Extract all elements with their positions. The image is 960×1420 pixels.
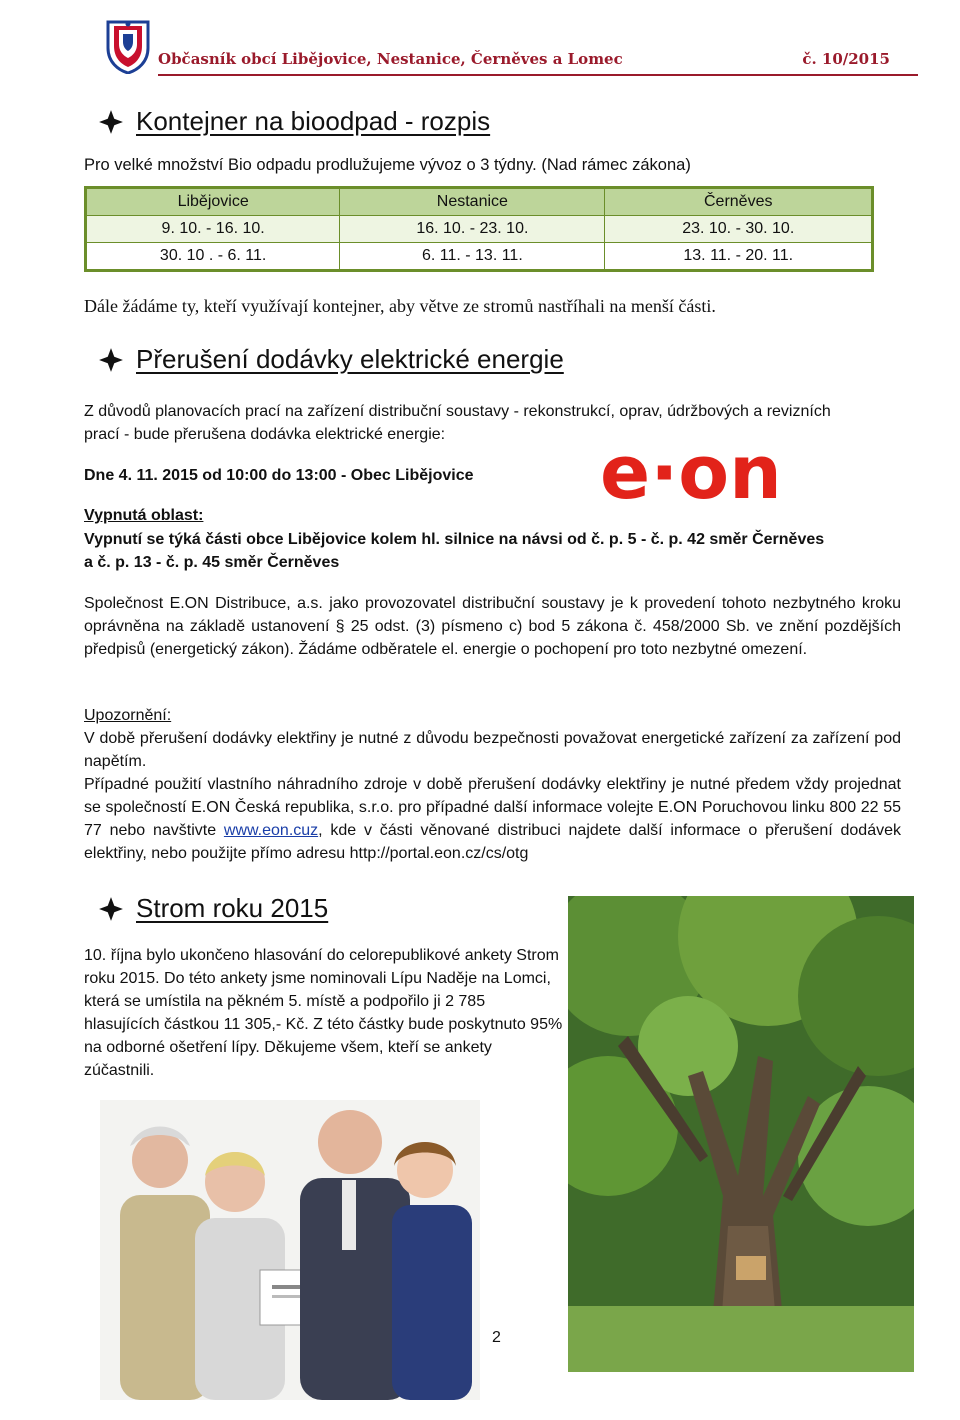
tree-photo: [568, 896, 914, 1372]
outage-area-line: a č. p. 13 - č. p. 45 směr Černěves: [84, 554, 340, 571]
award-group-photo: [100, 1100, 480, 1400]
company-paragraph: Společnost E.ON Distribuce, a.s. jako provozovatel distribuční soustavy je k provedení tohoto nezbytného kroku oprávněna na základě ustanovení § 25 odst. (3) písmeno c) bod 5 zákona č. 458/2000 Sb. ve znění pozdějších předpisů (energetický zákon). Žádáme odběratele el. energie o pochopení pro toto nezbytné omezení.: [84, 595, 901, 658]
warning-text: Případné použití vlastního náhradního zdroje v době přerušení dodávky elektřiny je nutné předem vždy projednat se společností E.ON Česká republika, s.r.o. pro případné další informace volejte E.ON Poruchovou linku 800 22 55 77 nebo navštivte: [84, 776, 901, 839]
warning-paragraph-1: V době přerušení dodávky elektřiny je nutné z důvodu bezpečnosti považovat energetické zařízení za zařízení pod napětím.: [84, 730, 901, 770]
page-header: [0, 0, 960, 80]
people-with-certificate-image: [100, 1100, 480, 1400]
table-cell: 9. 10. - 16. 10.: [86, 216, 340, 243]
bioodpad-intro: Pro velké množství Bio odpadu prodlužujeme vývoz o 3 týdny. (Nad rámec zákona): [84, 156, 691, 174]
outage-area-line: Vypnutí se týká části obce Libějovice kolem hl. silnice na návsi od č. p. 5 - č. p. 42 směr Černěves: [84, 531, 825, 548]
table-cell: 16. 10. - 23. 10.: [340, 216, 605, 243]
table-header-row: [86, 188, 873, 216]
linden-tree-image: [568, 896, 914, 1372]
table-header-cell: Nestanice: [340, 188, 605, 216]
warning-paragraph-2: [84, 773, 901, 865]
eon-logo-text: e·on: [600, 438, 782, 508]
section-title: Kontejner na bioodpad - rozpis: [136, 106, 491, 136]
header-divider: [158, 74, 918, 76]
section-title: Přerušení dodávky elektrické energie: [136, 344, 564, 374]
eon-logo-graphic: [598, 438, 824, 508]
table-cell: 6. 11. - 13. 11.: [340, 243, 605, 271]
table-header-cell: Černěves: [605, 188, 873, 216]
section-title: Strom roku 2015: [136, 893, 329, 923]
table-row: [86, 243, 873, 271]
section-heading-power-outage: [98, 344, 564, 375]
table-cell: 30. 10 . - 6. 11.: [86, 243, 340, 271]
newsletter-title: Občasník obcí Libějovice, Nestanice, Černěves a Lomec: [158, 50, 623, 68]
outage-date: Dne 4. 11. 2015 od 10:00 do 13:00 - Obec Libějovice: [84, 467, 474, 484]
table-cell: 23. 10. - 30. 10.: [605, 216, 873, 243]
diamond-bullet-icon: [98, 109, 124, 135]
municipal-crest-logo: [104, 18, 152, 74]
issue-number: č. 10/2015: [802, 50, 890, 68]
outage-area: [84, 528, 904, 574]
table-row: [86, 216, 873, 243]
section-heading-bioodpad: [98, 106, 490, 137]
section-heading-strom-roku: [98, 893, 328, 924]
warning-label: Upozornění:: [84, 707, 172, 724]
bioodpad-note: Dále žádáme ty, kteří využívají kontejner, aby větve ze stromů nastříhali na menší části.: [84, 296, 716, 316]
diamond-bullet-icon: [98, 347, 124, 373]
table-header-cell: Libějovice: [86, 188, 340, 216]
table-cell: 13. 11. - 20. 11.: [605, 243, 873, 271]
outage-area-label: Vypnutá oblast:: [84, 507, 204, 524]
eon-website-link[interactable]: www.eon.cuz: [223, 822, 319, 839]
outage-intro-line: Z důvodů planovacích prací na zařízení distribuční soustavy - rekonstrukcí, oprav, údržbových a revizních: [84, 403, 831, 420]
bioodpad-schedule-table: [84, 186, 874, 272]
outage-intro-line: prací - bude přerušena dodávka elektrické energie:: [84, 426, 446, 443]
warning-text: , kde v části věnované distribuci najdete další informace o přerušení dodávek elektřiny, nebo použijte přímo adresu http://portal.eon.cz/cs/otg: [84, 822, 901, 862]
strom-roku-paragraph: 10. října bylo ukončeno hlasování do celorepublikové ankety Strom roku 2015. Do této ankety jsme nominovali Lípu Naděje na Lomci, která se umístila na pěkném 5. místě a podpořilo ji 2 785 hlasujících částkou 11 305,- Kč. Z této částky bude poskytnuto 95% na odborné ošetření lípy. Děkujeme všem, kteří se ankety zúčastnili.: [84, 947, 563, 1079]
diamond-bullet-icon: [98, 896, 124, 922]
page-number: 2: [492, 1329, 501, 1346]
eon-logo: [598, 438, 824, 508]
